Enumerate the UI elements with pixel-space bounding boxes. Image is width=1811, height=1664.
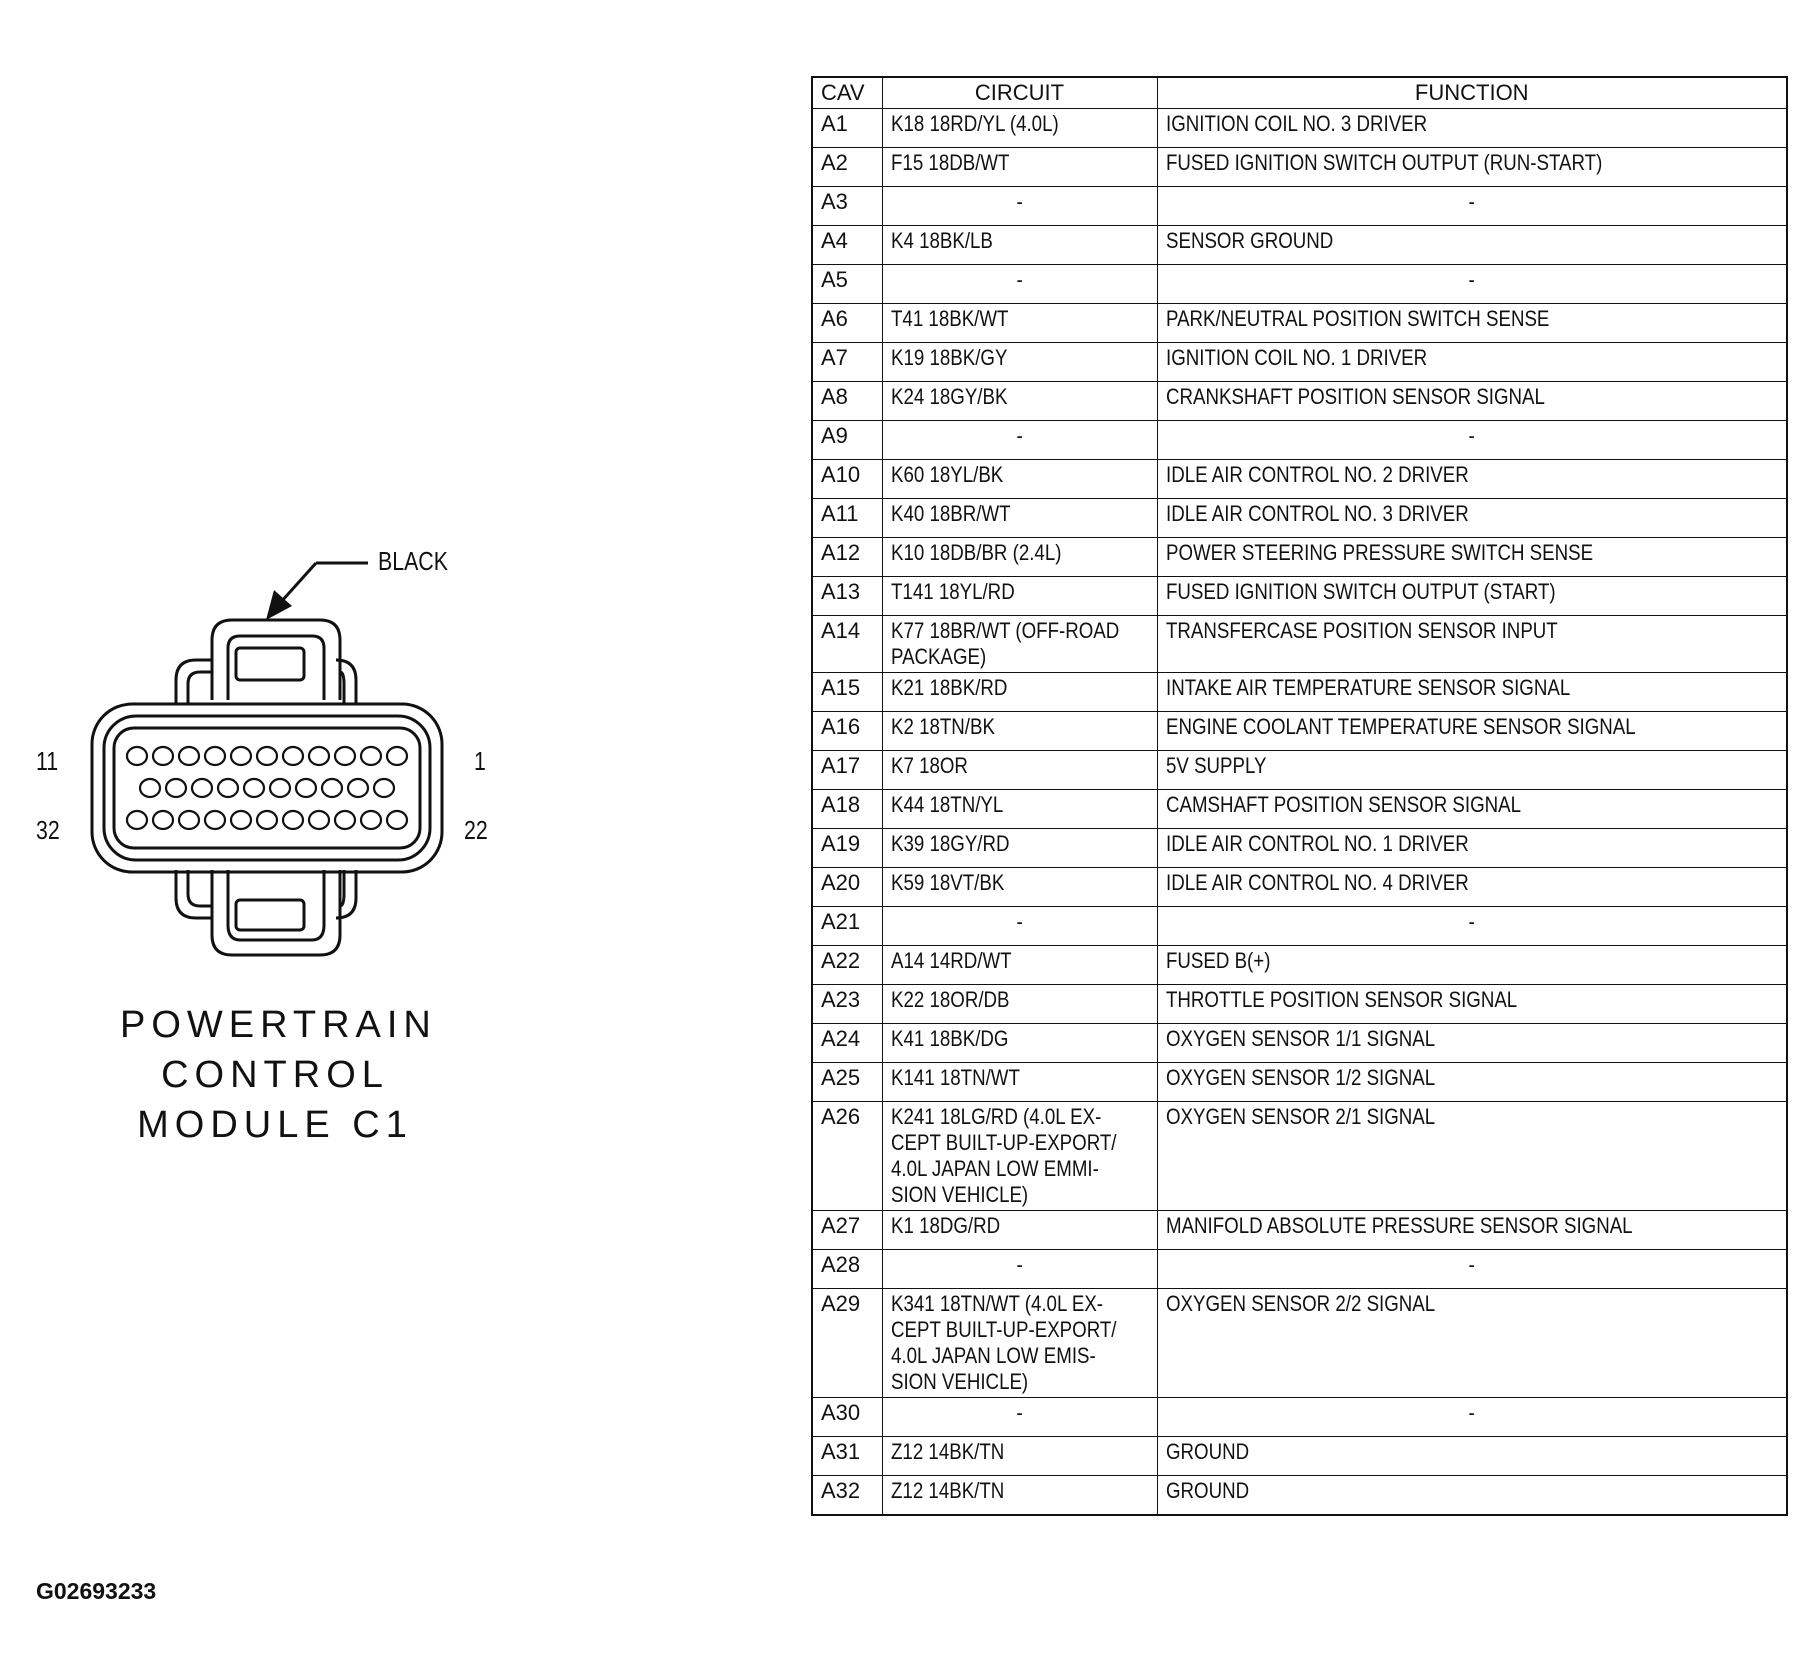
cell-circuit xyxy=(882,868,1157,907)
cell-function xyxy=(1157,985,1787,1024)
cell-function xyxy=(1157,1063,1787,1102)
pin-cavity xyxy=(257,811,277,829)
cell-circuit-text: K21 18BK/RD xyxy=(890,675,1007,700)
pin-cavity xyxy=(296,779,316,797)
table-row xyxy=(812,616,1787,673)
cell-circuit xyxy=(882,1211,1157,1250)
cell-cav: A5 xyxy=(812,265,882,304)
cell-function-text: IDLE AIR CONTROL NO. 1 DRIVER xyxy=(1165,831,1469,856)
cell-function-text: MANIFOLD ABSOLUTE PRESSURE SENSOR SIGNAL xyxy=(1165,1213,1633,1238)
cell-cav: A31 xyxy=(812,1437,882,1476)
table-row xyxy=(812,226,1787,265)
cell-cav: A2 xyxy=(812,148,882,187)
connector-top-latch xyxy=(212,620,340,700)
cell-function xyxy=(1157,1102,1787,1211)
pin-cavity xyxy=(127,747,147,765)
cell-function-text: OXYGEN SENSOR 2/1 SIGNAL xyxy=(1165,1104,1435,1129)
table-row xyxy=(812,1289,1787,1398)
cell-circuit-text: K40 18BR/WT xyxy=(890,501,1011,526)
table-row xyxy=(812,1211,1787,1250)
table-row xyxy=(812,1476,1787,1516)
cell-circuit-text: A14 14RD/WT xyxy=(890,948,1012,973)
connector-diagram xyxy=(0,0,560,1000)
cell-cav: A16 xyxy=(812,712,882,751)
cell-function-text: GROUND xyxy=(1165,1478,1249,1503)
pin-label-top-left: 11 xyxy=(36,746,59,776)
cell-circuit xyxy=(882,304,1157,343)
cell-circuit xyxy=(882,382,1157,421)
pin-cavity xyxy=(374,779,394,797)
cell-circuit-text: - xyxy=(1016,1400,1023,1425)
table-row xyxy=(812,187,1787,226)
connector-color-label: BLACK xyxy=(378,546,448,576)
cell-cav: A27 xyxy=(812,1211,882,1250)
cell-function-text: OXYGEN SENSOR 1/1 SIGNAL xyxy=(1165,1026,1435,1051)
cell-function xyxy=(1157,304,1787,343)
cell-function xyxy=(1157,946,1787,985)
table-row xyxy=(812,790,1787,829)
cell-function xyxy=(1157,226,1787,265)
cell-function-text: IDLE AIR CONTROL NO. 4 DRIVER xyxy=(1165,870,1469,895)
table-row xyxy=(812,1102,1787,1211)
table-row xyxy=(812,907,1787,946)
cell-function-text: GROUND xyxy=(1165,1439,1249,1464)
cell-function-text: - xyxy=(1468,909,1475,934)
cell-cav: A10 xyxy=(812,460,882,499)
cell-function xyxy=(1157,187,1787,226)
cell-circuit xyxy=(882,907,1157,946)
connector-name-line-1: POWERTRAIN xyxy=(120,1004,437,1046)
cell-function xyxy=(1157,1398,1787,1437)
pin-cavity xyxy=(309,747,329,765)
header-circuit: CIRCUIT xyxy=(882,77,1157,109)
table-row xyxy=(812,460,1787,499)
cell-function xyxy=(1157,577,1787,616)
cell-circuit-text: - xyxy=(1016,423,1023,448)
cell-cav: A15 xyxy=(812,673,882,712)
cell-function-text: - xyxy=(1468,267,1475,292)
cell-circuit-text: K41 18BK/DG xyxy=(890,1026,1008,1051)
table-body xyxy=(812,109,1787,1516)
cell-function xyxy=(1157,829,1787,868)
cell-circuit xyxy=(882,109,1157,148)
cell-circuit-text: K341 18TN/WT (4.0L EX- CEPT BUILT-UP-EXPORT/ 4.0L JAPAN LOW EMIS- SION VEHICLE) xyxy=(890,1291,1116,1394)
cell-circuit-text: Z12 14BK/TN xyxy=(890,1439,1004,1464)
cell-function xyxy=(1157,499,1787,538)
cell-cav: A1 xyxy=(812,109,882,148)
pin-cavity xyxy=(348,779,368,797)
cell-function xyxy=(1157,1289,1787,1398)
cell-function-text: IDLE AIR CONTROL NO. 2 DRIVER xyxy=(1165,462,1469,487)
cell-circuit-text: - xyxy=(1016,1252,1023,1277)
pin-cavity xyxy=(309,811,329,829)
table-row xyxy=(812,673,1787,712)
cell-cav: A25 xyxy=(812,1063,882,1102)
cell-function-text: FUSED B(+) xyxy=(1165,948,1270,973)
cell-circuit xyxy=(882,673,1157,712)
cell-function-text: IGNITION COIL NO. 1 DRIVER xyxy=(1165,345,1427,370)
cell-circuit xyxy=(882,148,1157,187)
cell-cav: A28 xyxy=(812,1250,882,1289)
pin-cavity xyxy=(153,811,173,829)
table-header-row xyxy=(812,77,1787,109)
cell-circuit-text: K22 18OR/DB xyxy=(890,987,1009,1012)
cell-cav: A24 xyxy=(812,1024,882,1063)
cell-circuit xyxy=(882,421,1157,460)
cell-circuit xyxy=(882,499,1157,538)
table-row xyxy=(812,712,1787,751)
cell-cav: A29 xyxy=(812,1289,882,1398)
pin-cavity xyxy=(361,811,381,829)
pin-cavity xyxy=(231,811,251,829)
cell-function xyxy=(1157,460,1787,499)
cell-circuit xyxy=(882,187,1157,226)
cell-circuit xyxy=(882,1250,1157,1289)
cell-function xyxy=(1157,1437,1787,1476)
cell-function xyxy=(1157,673,1787,712)
cell-function xyxy=(1157,538,1787,577)
table-row xyxy=(812,148,1787,187)
cell-function xyxy=(1157,868,1787,907)
cell-circuit-text: K59 18VT/BK xyxy=(890,870,1004,895)
cell-cav: A13 xyxy=(812,577,882,616)
header-cav: CAV xyxy=(812,77,882,109)
cell-circuit xyxy=(882,985,1157,1024)
cell-function-text: - xyxy=(1468,189,1475,214)
cell-cav: A4 xyxy=(812,226,882,265)
pin-cavity xyxy=(257,747,277,765)
pin-cavity xyxy=(322,779,342,797)
cell-circuit xyxy=(882,265,1157,304)
cell-function xyxy=(1157,616,1787,673)
pin-cavity xyxy=(192,779,212,797)
cell-circuit xyxy=(882,538,1157,577)
cell-function-text: SENSOR GROUND xyxy=(1165,228,1333,253)
connector-name xyxy=(120,1000,437,1150)
cell-function-text: - xyxy=(1468,423,1475,448)
cell-cav: A7 xyxy=(812,343,882,382)
cell-cav: A21 xyxy=(812,907,882,946)
cell-cav: A17 xyxy=(812,751,882,790)
connector-name-line-3: MODULE C1 xyxy=(137,1104,413,1146)
cell-cav: A20 xyxy=(812,868,882,907)
cell-circuit xyxy=(882,829,1157,868)
cell-circuit xyxy=(882,790,1157,829)
pin-label-bottom-left: 32 xyxy=(36,815,60,845)
table-row xyxy=(812,304,1787,343)
cell-circuit xyxy=(882,1063,1157,1102)
cell-circuit xyxy=(882,616,1157,673)
table-row xyxy=(812,829,1787,868)
cell-circuit-text: K24 18GY/BK xyxy=(890,384,1007,409)
pin-cavity xyxy=(231,747,251,765)
table-row xyxy=(812,1398,1787,1437)
table-row xyxy=(812,421,1787,460)
cell-circuit-text: K39 18GY/RD xyxy=(890,831,1009,856)
pin-cavity xyxy=(361,747,381,765)
pin-cavity xyxy=(153,747,173,765)
cell-circuit xyxy=(882,946,1157,985)
table-row xyxy=(812,499,1787,538)
cell-function-text: IGNITION COIL NO. 3 DRIVER xyxy=(1165,111,1427,136)
pin-cavity xyxy=(283,811,303,829)
cell-circuit xyxy=(882,226,1157,265)
cell-circuit-text: K1 18DG/RD xyxy=(890,1213,1000,1238)
pin-cavity xyxy=(179,811,199,829)
cell-cav: A18 xyxy=(812,790,882,829)
cell-function-text: THROTTLE POSITION SENSOR SIGNAL xyxy=(1165,987,1517,1012)
cell-function xyxy=(1157,712,1787,751)
cell-circuit xyxy=(882,460,1157,499)
cell-cav: A3 xyxy=(812,187,882,226)
pin-cavity xyxy=(205,811,225,829)
table-row xyxy=(812,343,1787,382)
cell-circuit-text: K7 18OR xyxy=(890,753,968,778)
cell-circuit-text: T141 18YL/RD xyxy=(890,579,1015,604)
table-row xyxy=(812,1024,1787,1063)
cell-circuit xyxy=(882,751,1157,790)
cell-function xyxy=(1157,1024,1787,1063)
cell-function xyxy=(1157,790,1787,829)
cell-cav: A23 xyxy=(812,985,882,1024)
cell-circuit-text: T41 18BK/WT xyxy=(890,306,1008,331)
pin-cavity xyxy=(335,811,355,829)
cell-function-text: FUSED IGNITION SWITCH OUTPUT (START) xyxy=(1165,579,1556,604)
cell-function xyxy=(1157,1250,1787,1289)
cell-circuit-text: - xyxy=(1016,909,1023,934)
cell-function xyxy=(1157,148,1787,187)
cell-circuit xyxy=(882,1398,1157,1437)
cell-function-text: CAMSHAFT POSITION SENSOR SIGNAL xyxy=(1165,792,1521,817)
pin-cavity xyxy=(205,747,225,765)
cell-function-text: OXYGEN SENSOR 2/2 SIGNAL xyxy=(1165,1291,1435,1316)
cell-circuit xyxy=(882,1024,1157,1063)
cell-function-text: 5V SUPPLY xyxy=(1165,753,1266,778)
cell-function-text: TRANSFERCASE POSITION SENSOR INPUT xyxy=(1165,618,1558,643)
pin-cavity xyxy=(166,779,186,797)
cell-circuit xyxy=(882,577,1157,616)
cell-function-text: OXYGEN SENSOR 1/2 SIGNAL xyxy=(1165,1065,1435,1090)
cell-circuit xyxy=(882,343,1157,382)
cell-circuit-text: K10 18DB/BR (2.4L) xyxy=(890,540,1061,565)
figure-id: G02693233 xyxy=(36,1578,157,1604)
cell-circuit-text: F15 18DB/WT xyxy=(890,150,1009,175)
cell-cav: A8 xyxy=(812,382,882,421)
table-row xyxy=(812,1437,1787,1476)
cell-function-text: ENGINE COOLANT TEMPERATURE SENSOR SIGNAL xyxy=(1165,714,1636,739)
cell-circuit-text: K2 18TN/BK xyxy=(890,714,995,739)
table-row xyxy=(812,109,1787,148)
cell-circuit-text: - xyxy=(1016,267,1023,292)
cell-function xyxy=(1157,751,1787,790)
cell-function-text: FUSED IGNITION SWITCH OUTPUT (RUN-START) xyxy=(1165,150,1602,175)
table-row xyxy=(812,868,1787,907)
cell-cav: A19 xyxy=(812,829,882,868)
table-row xyxy=(812,382,1787,421)
cell-function xyxy=(1157,382,1787,421)
cell-circuit-text: K19 18BK/GY xyxy=(890,345,1007,370)
cell-function xyxy=(1157,1211,1787,1250)
cell-circuit xyxy=(882,1437,1157,1476)
cell-circuit-text: K18 18RD/YL (4.0L) xyxy=(890,111,1059,136)
cell-function-text: PARK/NEUTRAL POSITION SWITCH SENSE xyxy=(1165,306,1549,331)
table-row xyxy=(812,538,1787,577)
cell-function xyxy=(1157,421,1787,460)
pin-cavity xyxy=(283,747,303,765)
cell-circuit xyxy=(882,1289,1157,1398)
cell-function xyxy=(1157,109,1787,148)
table-row xyxy=(812,985,1787,1024)
pin-label-bottom-right: 22 xyxy=(464,815,488,845)
cell-circuit-text: K77 18BR/WT (OFF-ROAD PACKAGE) xyxy=(890,618,1119,669)
cell-cav: A22 xyxy=(812,946,882,985)
cell-circuit xyxy=(882,1102,1157,1211)
cell-cav: A30 xyxy=(812,1398,882,1437)
cell-cav: A12 xyxy=(812,538,882,577)
table-row xyxy=(812,1063,1787,1102)
cell-function-text: IDLE AIR CONTROL NO. 3 DRIVER xyxy=(1165,501,1469,526)
cell-circuit-text: K4 18BK/LB xyxy=(890,228,993,253)
pin-cavity xyxy=(179,747,199,765)
cell-function xyxy=(1157,343,1787,382)
pin-cavity xyxy=(140,779,160,797)
cell-circuit xyxy=(882,712,1157,751)
pin-cavity xyxy=(387,811,407,829)
pin-cavity xyxy=(387,747,407,765)
connector-bottom-latch xyxy=(212,870,340,955)
header-function: FUNCTION xyxy=(1157,77,1787,109)
cell-cav: A32 xyxy=(812,1476,882,1516)
pin-cavity xyxy=(244,779,264,797)
cell-function xyxy=(1157,1476,1787,1516)
pin-cavity xyxy=(270,779,290,797)
pin-cavity xyxy=(335,747,355,765)
cell-cav: A6 xyxy=(812,304,882,343)
cell-function-text: - xyxy=(1468,1252,1475,1277)
pinout-table xyxy=(811,76,1788,1516)
cell-circuit-text: - xyxy=(1016,189,1023,214)
cell-function-text: POWER STEERING PRESSURE SWITCH SENSE xyxy=(1165,540,1593,565)
cell-function-text: CRANKSHAFT POSITION SENSOR SIGNAL xyxy=(1165,384,1545,409)
cell-cav: A14 xyxy=(812,616,882,673)
cell-circuit xyxy=(882,1476,1157,1516)
cell-function xyxy=(1157,265,1787,304)
pin-cavity xyxy=(127,811,147,829)
table-row xyxy=(812,265,1787,304)
table-row xyxy=(812,577,1787,616)
connector-name-line-2: CONTROL xyxy=(161,1054,389,1096)
cell-circuit-text: K141 18TN/WT xyxy=(890,1065,1020,1090)
cell-circuit-text: K44 18TN/YL xyxy=(890,792,1003,817)
cell-function xyxy=(1157,907,1787,946)
pin-label-top-right: 1 xyxy=(474,746,486,776)
cell-circuit-text: K60 18YL/BK xyxy=(890,462,1003,487)
pin-cavity xyxy=(218,779,238,797)
cell-cav: A26 xyxy=(812,1102,882,1211)
cell-circuit-text: K241 18LG/RD (4.0L EX- CEPT BUILT-UP-EXPORT/ 4.0L JAPAN LOW EMMI- SION VEHICLE) xyxy=(890,1104,1116,1207)
cell-cav: A9 xyxy=(812,421,882,460)
table-row xyxy=(812,1250,1787,1289)
cell-cav: A11 xyxy=(812,499,882,538)
cell-function-text: INTAKE AIR TEMPERATURE SENSOR SIGNAL xyxy=(1165,675,1570,700)
table-row xyxy=(812,751,1787,790)
table-row xyxy=(812,946,1787,985)
cell-circuit-text: Z12 14BK/TN xyxy=(890,1478,1004,1503)
cell-function-text: - xyxy=(1468,1400,1475,1425)
